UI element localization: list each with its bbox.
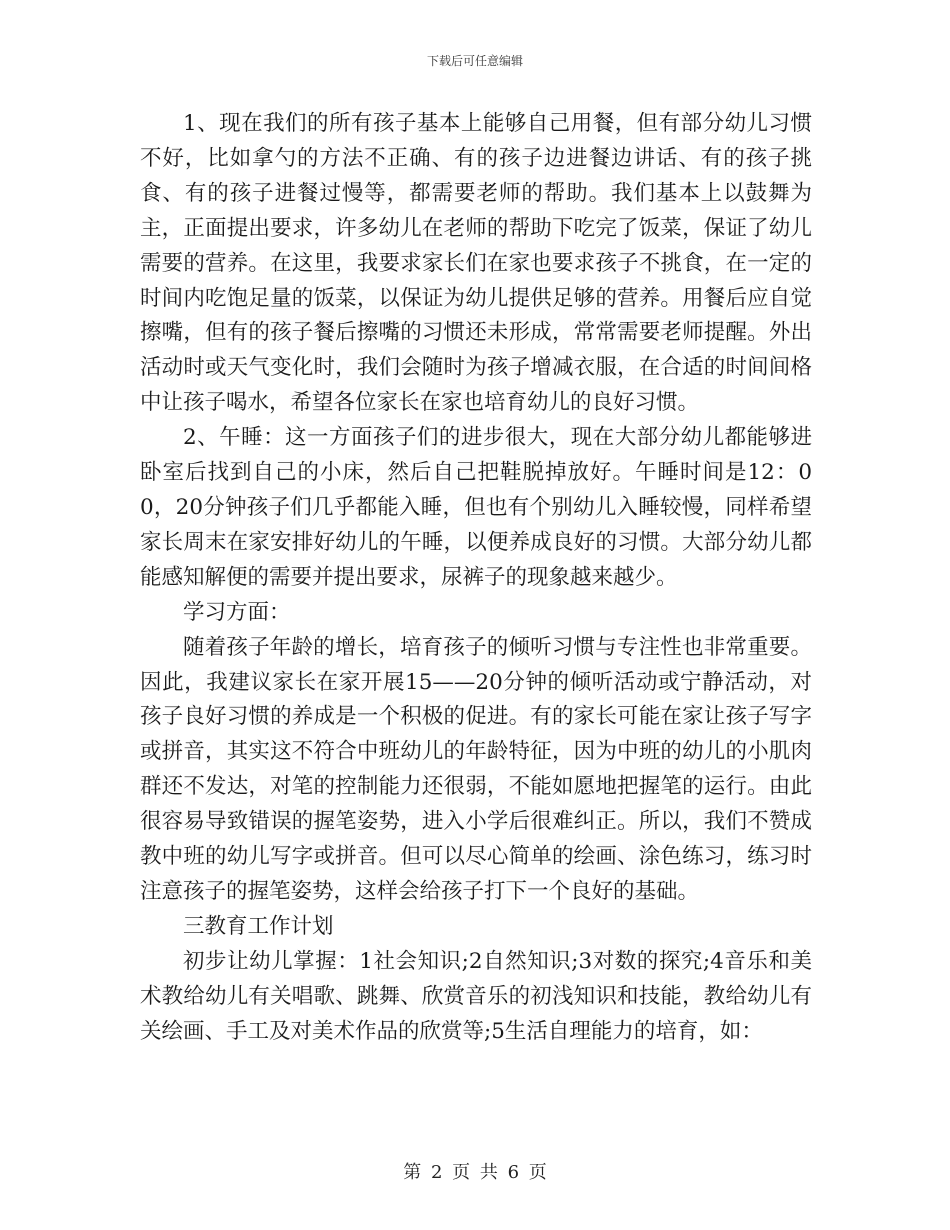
paragraph-meals: 1、现在我们的所有孩子基本上能够自己用餐，但有部分幼儿习惯不好，比如拿勺的方法不正确、有的孩子边进餐边讲话、有的孩子挑食、有的孩子进餐过慢等，都需要老师的帮助。我们基本上以鼓舞为主，正面提出要求，许多幼儿在老师的帮助下吃完了饭菜，保证了幼儿需要的营养。在这里，我要求家长们在家也要求孩子不挑食，在一定的时间内吃饱足量的饭菜，以保证为幼儿提供足够的营养。用餐后应自觉擦嘴，但有的孩子餐后擦嘴的习惯还未形成，常常需要老师提醒。外出活动时或天气变化时，我们会随时为孩子增减衣服，在合适的时间间格中让孩子喝水，希望各位家长在家也培育幼儿的良好习惯。 — [140, 111, 812, 416]
page-footer: 第 2 页 共 6 页 — [403, 1162, 547, 1183]
paragraph-plan: 初步让幼儿掌握：1社会知识;2自然知识;3对数的探究;4音乐和美术教给幼儿有关唱歌、跳舞、欣赏音乐的初浅知识和技能，教给幼儿有关绘画、手工及对美术作品的欣赏等;5生活自理能力的培育，如： — [140, 948, 812, 1044]
section-heading-study: 学习方面： — [183, 599, 291, 625]
paragraph-study: 随着孩子年龄的增长，培育孩子的倾听习惯与专注性也非常重要。因此，我建议家长在家开展15——20分钟的倾听活动或宁静活动，对孩子良好习惯的养成是一个积极的促进。有的家长可能在家让孩子写字或拼音，其实这不符合中班幼儿的年龄特征，因为中班的幼儿的小肌肉群还不发达，对笔的控制能力还很弱，不能如愿地把握笔的运行。由此很容易导致错误的握笔姿势，进入小学后很难纠正。所以，我们不赞成教中班的幼儿写字或拼音。但可以尽心简单的绘画、涂色练习，练习时注意孩子的握笔姿势，这样会给孩子打下一个良好的基础。 — [140, 634, 812, 904]
document-body — [140, 107, 812, 1049]
page-header: 下载后可任意编辑 — [426, 54, 523, 68]
section-heading-plan: 三教育工作计划 — [183, 913, 334, 939]
paragraph-nap: 2、午睡：这一方面孩子们的进步很大，现在大部分幼儿都能够进卧室后找到自己的小床，然后自己把鞋脱掉放好。午睡时间是12：00，20分钟孩子们几乎都能入睡，但也有个别幼儿入睡较慢，同样希望家长周末在家安排好幼儿的午睡，以便养成良好的习惯。大部分幼儿都能感知解便的需要并提出要求，尿裤子的现象越来越少。 — [140, 425, 812, 590]
